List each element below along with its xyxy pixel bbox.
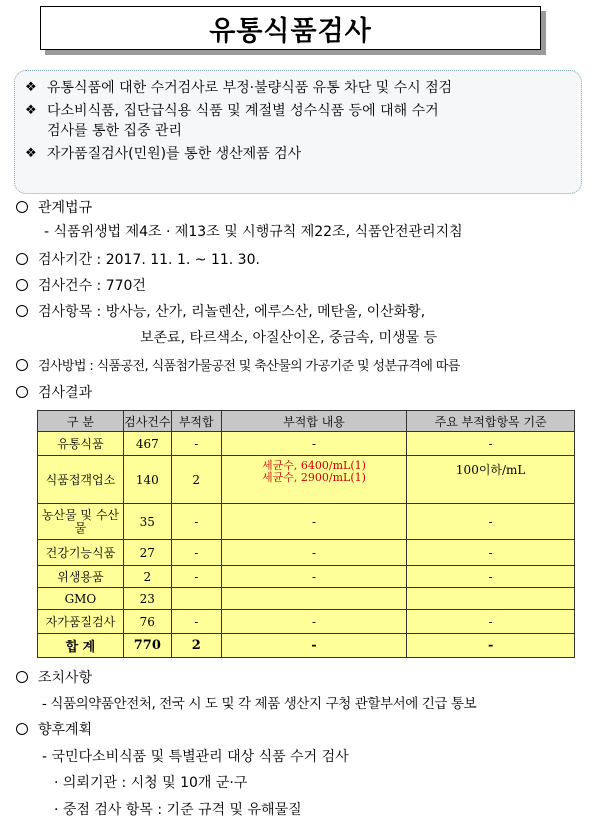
cell-fail <box>171 588 221 610</box>
section-law <box>16 197 92 217</box>
section-title: 조치사항 <box>38 670 93 686</box>
table-total-row <box>38 634 575 658</box>
cell-fail: - <box>171 566 221 588</box>
cell-fail: - <box>171 504 221 540</box>
cell-standard: - <box>407 540 575 566</box>
section-count <box>16 275 146 295</box>
table-row <box>38 588 575 610</box>
table-row <box>38 540 575 566</box>
cell-count: 76 <box>123 610 171 634</box>
plan-detail: - 국민다소비식품 및 특별관리 대상 식품 수거 검사 <box>42 749 349 765</box>
section-text: 검사항목 : 방사능, 산가, 리놀렌산, 에루스산, 메탄올, 이산화황, <box>38 304 426 320</box>
section-items <box>16 301 425 321</box>
cell-category: 건강기능식품 <box>38 540 124 566</box>
diamond-bullet-icon: ❖ <box>25 103 37 118</box>
cell-detail: - <box>221 634 407 658</box>
table-header-row <box>38 411 575 432</box>
circle-bullet-icon <box>16 386 28 398</box>
cell-category: 유통식품 <box>38 432 124 456</box>
diamond-bullet-icon: ❖ <box>25 80 37 95</box>
table-row <box>38 610 575 634</box>
table-row <box>38 432 575 456</box>
cell-detail <box>221 588 407 610</box>
section-plan <box>16 719 92 739</box>
section-text: 검사기간 : 2017. 11. 1. ~ 11. 30. <box>38 252 260 268</box>
action-detail: - 식품의약품안전처, 전국 시 도 및 각 제품 생산지 구청 관할부서에 긴급 통보 <box>42 696 477 712</box>
cell-count: 467 <box>123 432 171 456</box>
cell-standard: - <box>407 610 575 634</box>
section-method <box>16 355 460 374</box>
cell-count: 2 <box>123 566 171 588</box>
column-header: 부적합 내용 <box>221 411 407 432</box>
summary-item <box>25 101 569 121</box>
section-result <box>16 382 92 402</box>
cell-fail: - <box>171 540 221 566</box>
cell-detail: - <box>221 566 407 588</box>
cell-standard: - <box>407 566 575 588</box>
items-continued: 보존료, 타르색소, 아질산이온, 중금속, 미생물 등 <box>140 330 438 346</box>
cell-fail: - <box>171 432 221 456</box>
page-title: 유통식품검사 <box>209 15 372 47</box>
summary-box <box>14 70 582 194</box>
cell-category: 자가품질검사 <box>38 610 124 634</box>
cell-detail: - <box>221 540 407 566</box>
circle-bullet-icon <box>16 723 28 735</box>
cell-count: 23 <box>123 588 171 610</box>
circle-bullet-icon <box>16 671 28 683</box>
cell-count: 27 <box>123 540 171 566</box>
cell-detail <box>221 456 407 504</box>
cell-category: 농산물 및 수산물 <box>38 504 124 540</box>
circle-bullet-icon <box>16 305 28 317</box>
cell-fail: 2 <box>171 456 221 504</box>
cell-standard: 100이하/mL <box>407 456 575 504</box>
table-row <box>38 456 575 504</box>
summary-text: 자가품질검사(민원)를 통한 생산제품 검사 <box>47 146 302 162</box>
section-title: 검사결과 <box>38 385 93 401</box>
circle-bullet-icon <box>16 279 28 291</box>
diamond-bullet-icon: ❖ <box>25 146 37 161</box>
cell-detail: - <box>221 432 407 456</box>
fail-detail-line: 세균수, 2900/mL(1) <box>262 471 366 484</box>
cell-category: GMO <box>38 588 124 610</box>
title-box <box>40 6 541 50</box>
section-text: 검사방법 : 식품공전, 식품첨가물공전 및 축산물의 가공기준 및 성분규격에 따름 <box>38 359 460 374</box>
section-title: 관계법규 <box>38 200 93 216</box>
summary-item <box>25 78 569 98</box>
summary-item-continued <box>25 121 569 141</box>
circle-bullet-icon <box>16 359 28 371</box>
circle-bullet-icon <box>16 201 28 213</box>
cell-fail: - <box>171 610 221 634</box>
column-header: 주요 부적합항목 기준 <box>407 411 575 432</box>
cell-category: 합 계 <box>38 634 124 658</box>
cell-category: 위생용품 <box>38 566 124 588</box>
cell-count: 770 <box>123 634 171 658</box>
cell-detail: - <box>221 504 407 540</box>
summary-item <box>25 144 569 164</box>
cell-category: 식품접객업소 <box>38 456 124 504</box>
cell-standard <box>407 588 575 610</box>
column-header: 구 분 <box>38 411 124 432</box>
circle-bullet-icon <box>16 253 28 265</box>
plan-detail: · 의뢰기관 : 시청 및 10개 군·구 <box>54 775 248 791</box>
plan-detail: · 중점 검사 항목 : 기준 규격 및 유해물질 <box>54 802 302 818</box>
column-header: 검사건수 <box>123 411 171 432</box>
table-row <box>38 504 575 540</box>
column-header: 부적합 <box>171 411 221 432</box>
result-table <box>37 410 575 658</box>
section-period <box>16 249 260 269</box>
section-title: 향후계획 <box>38 722 93 738</box>
section-action <box>16 667 92 687</box>
cell-fail: 2 <box>171 634 221 658</box>
summary-text: 다소비식품, 집단급식용 식품 및 계절별 성수식품 등에 대해 수거 <box>47 103 439 119</box>
cell-count: 35 <box>123 504 171 540</box>
cell-standard: - <box>407 432 575 456</box>
summary-text: 검사를 통한 집중 관리 <box>47 123 183 139</box>
cell-standard: - <box>407 634 575 658</box>
section-text: 검사건수 : 770건 <box>38 278 146 294</box>
table-row <box>38 566 575 588</box>
cell-detail: - <box>221 610 407 634</box>
law-detail: - 식품위생법 제4조 · 제13조 및 시행규칙 제22조, 식품안전관리지침 <box>44 224 463 240</box>
fail-detail-line: 세균수, 6400/mL(1) <box>262 459 366 472</box>
cell-count: 140 <box>123 456 171 504</box>
summary-text: 유통식품에 대한 수거검사로 부정·불량식품 유통 차단 및 수시 점검 <box>47 80 453 96</box>
cell-standard: - <box>407 504 575 540</box>
